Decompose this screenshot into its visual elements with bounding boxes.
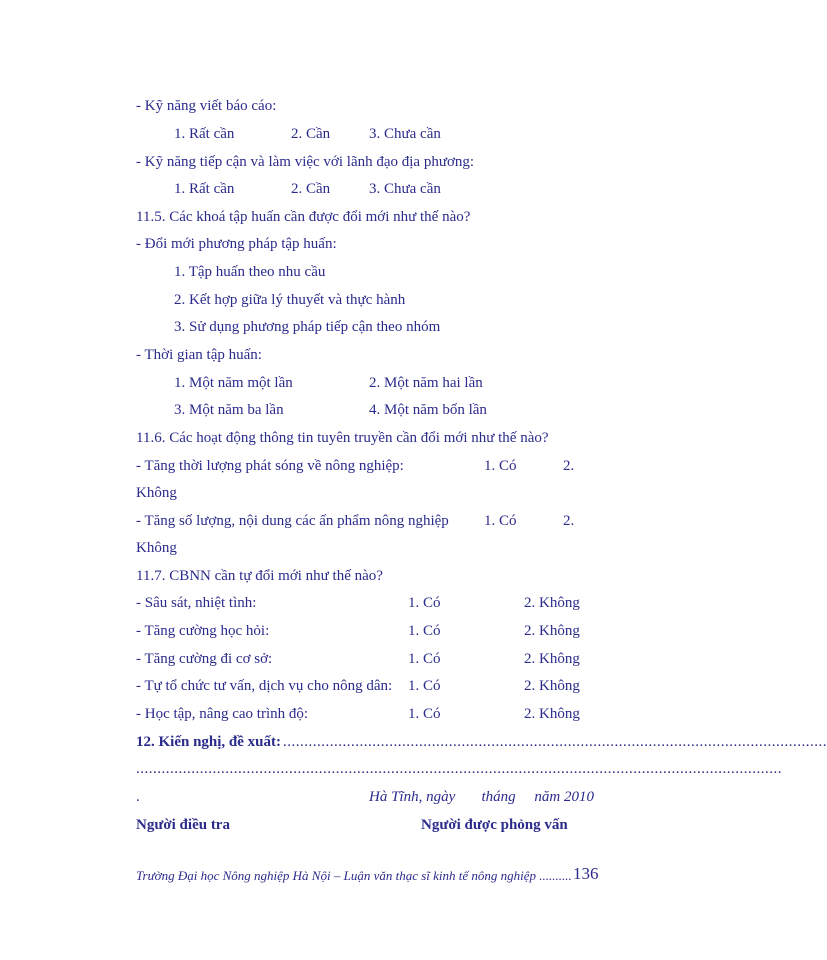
recommendation-heading: 12. Kiến nghị, đề xuất: [136,734,282,750]
report-skill-label: - Kỹ năng viết báo cáo: [136,98,277,114]
self-renewal-item-yes: 1. Có [408,651,441,667]
info-item-no-number: 2. [563,458,575,474]
training-method-label: - Đổi mới phương pháp tập huấn: [136,236,337,252]
recommendation-dotted-line: ........................................................................................................................................................ [136,761,782,777]
report-option-3: 3. Chưa cần [369,126,441,142]
self-renewal-item-no: 2. Không [524,623,580,639]
self-renewal-item-yes: 1. Có [408,678,441,694]
info-item-label: - Tăng thời lượng phát sóng về nông nghiệp: [136,458,404,474]
time-option-2: 2. Một năm hai lần [369,375,483,391]
method-option-1: 1. Tập huấn theo nhu cầu [174,264,326,280]
self-renewal-item-no: 2. Không [524,651,580,667]
leader-option-1: 1. Rất cần [174,181,235,197]
time-option-3: 3. Một năm ba lần [174,402,284,418]
self-renewal-item-label: - Tăng cường học hỏi: [136,623,270,639]
page-number: 136 [573,864,599,883]
info-item-yes: 1. Có [484,513,517,529]
self-renewal-item-label: - Học tập, nâng cao trình độ: [136,706,309,722]
self-renewal-item-yes: 1. Có [408,706,441,722]
self-renewal-item-no: 2. Không [524,595,580,611]
method-option-2: 2. Kết hợp giữa lý thuyết và thực hành [174,292,406,308]
method-option-3: 3. Sử dụng phương pháp tiếp cận theo nhóm [174,319,441,335]
leader-skill-label: - Kỹ năng tiếp cận và làm việc với lãnh đạo địa phương: [136,154,475,170]
interviewee-signature-label: Người được phỏng vấn [421,817,568,833]
recommendation-dotted-line: ................................................................................................................................ [283,734,827,750]
leader-option-2: 2. Cần [291,181,331,197]
question-11-5-heading: 11.5. Các khoá tập huấn cần được đổi mới như thế nào? [136,209,471,225]
info-item-no-number: 2. [563,513,575,529]
training-time-label: - Thời gian tập huấn: [136,347,262,363]
leader-option-3: 3. Chưa cần [369,181,441,197]
self-renewal-item-no: 2. Không [524,678,580,694]
time-option-4: 4. Một năm bốn lần [369,402,487,418]
self-renewal-item-yes: 1. Có [408,595,441,611]
self-renewal-item-yes: 1. Có [408,623,441,639]
info-item-yes: 1. Có [484,458,517,474]
self-renewal-item-label: - Sâu sát, nhiệt tình: [136,595,257,611]
time-option-1: 1. Một năm một lần [174,375,293,391]
info-item-no-word: Không [136,540,177,556]
place-date: Hà Tĩnh, ngày tháng năm 2010 [369,789,594,805]
recommendation-end-dot: . [136,789,140,805]
footer-text: Trường Đại học Nông nghiệp Hà Nội – Luận văn thạc sĩ kinh tế nông nghiệp .......... [136,868,572,883]
question-11-6-heading: 11.6. Các hoạt động thông tin tuyên truyền cần đổi mới như thế nào? [136,430,549,446]
self-renewal-item-label: - Tăng cường đi cơ sở: [136,651,273,667]
question-11-7-heading: 11.7. CBNN cần tự đổi mới như thế nào? [136,568,383,584]
self-renewal-item-label: - Tự tổ chức tư vấn, dịch vụ cho nông dân: [136,678,393,694]
info-item-no-word: Không [136,485,177,501]
self-renewal-item-no: 2. Không [524,706,580,722]
surveyor-signature-label: Người điều tra [136,817,230,833]
info-item-label: - Tăng số lượng, nội dung các ấn phẩm nông nghiệp [136,513,449,529]
report-option-1: 1. Rất cần [174,126,235,142]
report-option-2: 2. Cần [291,126,331,142]
